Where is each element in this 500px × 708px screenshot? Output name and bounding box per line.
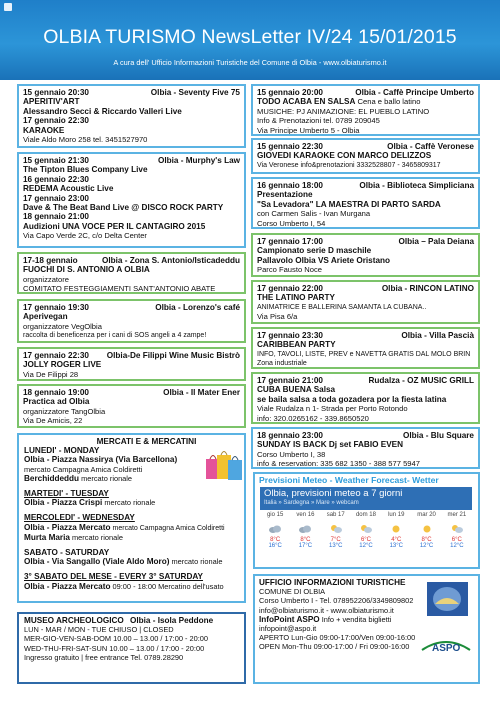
weather-title: Previsioni Meteo - Weather Forecast- Wetter [259, 475, 439, 485]
market-place: Olbia - Piazza Crispi [24, 498, 103, 508]
event-line: KARAOKE [23, 125, 65, 135]
partly-sunny-icon [359, 524, 373, 534]
weather-day [321, 512, 351, 549]
market-day: 3° SABATO DEL MESE - EVERY 3° SATURDAY [24, 572, 203, 582]
event-date: 17 gennaio 22:00 [257, 284, 323, 293]
event-date: 17 gennaio 23:30 [257, 331, 323, 340]
event-card-seventyfive [17, 84, 246, 148]
event-date: 15 gennaio 20:30 [23, 88, 89, 97]
event-address: Viale Aldo Moro 258 tel. 3451527970 [23, 135, 148, 145]
weather-temp-a: 8°C [300, 537, 311, 543]
event-line: Alessandro Secci & Riccardo Valleri Live [23, 106, 182, 116]
event-date: 17-18 gennaio [23, 256, 78, 265]
event-address: Via Capo Verde 2C, c/o Delta Center [23, 231, 147, 241]
market-place: Olbia - Piazza Nassiryа (Via Barcellona) [24, 455, 178, 465]
event-line: Audizioni UNA VOCE PER IL CANTAGIRO 2015 [23, 221, 206, 231]
weather-temp-a: 6°C [451, 537, 462, 543]
sun-icon [420, 524, 434, 534]
mercati-title: MERCATI E & MERCATINI [96, 437, 197, 446]
event-line: raccolta di beneficenza per i cani di SOS angeli a 4 zampe! [23, 332, 207, 340]
market-desc: mercato rionale [81, 473, 133, 483]
event-line: Dave & The Beat Band Live @ DISCO ROCK PARTY [23, 203, 224, 213]
event-title: Campionato serie D maschile [257, 246, 372, 256]
event-venue: Olbia - Blu Square [403, 431, 474, 440]
office-line: COMUNE DI OLBIA [259, 587, 326, 597]
event-title: Presentazione [257, 190, 313, 200]
weather-temp-a: 6°C [360, 537, 372, 543]
event-line: Pallavolo Olbia VS Ariete Oristano [257, 255, 391, 265]
event-venue: Olbia - Biblioteca Simpliciana [359, 181, 474, 190]
office-hours: APERTO Lun-Gio 09:00-17:00/Ven 09:00-16:00 [259, 633, 416, 643]
partly-sunny-icon [329, 524, 343, 534]
weather-day [260, 512, 290, 549]
office-line: Corso Umberto I - Tel. 078952206/3349809802 [259, 596, 414, 606]
header-banner [0, 0, 500, 80]
event-date: 16 gennaio 18:00 [257, 181, 323, 190]
museo-hours: WED-THU-FRI-SAT-SUN 10.00 – 13.00 / 17:00 - 20:00 [24, 643, 205, 653]
cloud-icon [298, 524, 312, 534]
event-venue: Olbia - Villa Pascià [401, 331, 474, 340]
event-venue: Olbia - Caffè Principe Umberto [355, 88, 474, 97]
event-address: Via Veronese info&prenotazioni 3332528807 - 3465809317 [257, 161, 441, 169]
event-card-paladeiana [251, 233, 480, 277]
shopping-bags-icon [204, 449, 246, 483]
weather-breadcrumb: Italia » Sardegna » Mare » webcam [264, 500, 359, 506]
weather-day [442, 512, 472, 549]
weather-temp-a: 8°C [270, 537, 281, 543]
partly-sunny-icon [450, 524, 464, 534]
museo-info: Ingresso gratuito | free entrance Tel. 0789.28290 [24, 652, 184, 662]
event-title: APERITIV'ART [23, 97, 80, 107]
market-day: LUNEDI' - MONDAY [24, 446, 100, 456]
market-desc: mercato Campagna Amica Coldiretti [24, 464, 143, 474]
event-address: Via De Filippi 28 [23, 369, 79, 379]
event-venue: Olbia - Zona S. Antonio/Isticadeddu [102, 256, 240, 265]
event-line: Info & Prenotazioni tel. 0789 209045 [257, 116, 380, 126]
weather-temp-a: 8°C [421, 537, 432, 543]
weather-temp-b: 12°C [419, 543, 434, 549]
event-title: The Tipton Blues Company Live [23, 165, 148, 175]
event-venue: Olbia-De Filippi Wine Music Bistrò [106, 351, 240, 360]
event-title: Aperivegan [23, 312, 68, 322]
event-card-santantonio [17, 252, 246, 294]
weather-temp-b: 12°C [450, 543, 464, 549]
event-line: COMITATO FESTEGGIAMENTI SANT'ANTONIO ABATE [23, 284, 216, 294]
event-venue: Olbia - Caffè Veronese [387, 142, 474, 151]
event-line: REDEMA Acoustic Live [23, 184, 114, 194]
event-date: 15 gennaio 21:30 [23, 156, 89, 165]
weather-temp-b: 17°C [298, 543, 313, 549]
museo-hours: LUN - MAR / MON - TUE CHIUSO | CLOSED [24, 625, 174, 635]
event-card-villapascia [251, 327, 480, 369]
event-venue: Olbia - Il Mater Ener [163, 388, 240, 397]
event-line: MUSICHE: PJ ANIMAZIONE: EL PUEBLO LATINO [257, 106, 430, 116]
weather-temp-a: 7°C [330, 537, 341, 543]
event-venue: Olbia - Seventy Five 75 [150, 88, 240, 97]
event-address: Zona industriale [257, 360, 307, 368]
event-date: 17 gennaio 21:00 [257, 376, 323, 385]
weather-day-label: mer 21 [447, 512, 467, 518]
event-venue: Olbia - Lorenzo's café [155, 303, 240, 312]
event-line: info & reservation: 335 682 1350 - 388 577 5947 [257, 459, 420, 469]
event-line: "Sa Levadora" LA MAESTRA DI PARTO SARDA [257, 199, 441, 209]
event-venue: Olbia - RINCON LATINO [381, 284, 474, 293]
market-day: MERCOLEDI' - WEDNESDAY [24, 513, 135, 523]
weather-header-bar [260, 487, 472, 510]
aspo-logo-text: ASPO [432, 643, 461, 654]
market-place: Olbia - Via Sangallo (Viale Aldo Moro) [24, 557, 170, 567]
weather-day-label: dom 18 [355, 512, 376, 518]
event-title: JOLLY ROGER LIVE [23, 360, 102, 370]
office-hours: OPEN Mon-Thu 09:00-17:00 / Fri 09:00-16:00 [259, 642, 410, 652]
weather-day-label: gio 15 [266, 512, 284, 518]
market-desc: mercato rionale [72, 532, 123, 542]
event-title: CARIBBEAN PARTY [257, 340, 336, 350]
weather-temp-b: 13°C [389, 543, 403, 549]
event-line: 17 gennaio 22:30 [23, 116, 89, 126]
event-date: 18 gennaio 23:00 [257, 431, 323, 440]
event-address: Corso Umberto I, 38 [257, 449, 326, 459]
museo-title: MUSEO ARCHEOLOGICO [24, 616, 124, 625]
event-line: se baila salsa a toda gozadera por la fiesta latina [257, 394, 447, 404]
event-title: Practica ad Olbia [23, 397, 90, 407]
market-desc: mercato rionale [104, 498, 156, 508]
event-line: Viale Rudalza n 1- Strada per Porto Rotondo [257, 404, 408, 414]
event-line: 16 gennaio 22:30 [23, 174, 89, 184]
event-line: 17 gennaio 23:00 [23, 193, 89, 203]
event-venue: Olbia - Murphy's Law [157, 156, 240, 165]
event-address: Parco Fausto Noce [257, 265, 322, 275]
event-line: info: 320.0265162 - 339.8650520 [257, 413, 369, 423]
market-desc: 09:00 - 18:00 Mercatino dell'usato [112, 581, 224, 591]
aspo-logo-icon [420, 636, 472, 654]
weather-day-label: mar 20 [417, 512, 436, 518]
weather-temp-b: 16°C [268, 543, 282, 549]
event-card-lorenzo [17, 299, 246, 343]
event-address: Corso Umberto I, 54 [257, 218, 326, 228]
weather-day [381, 512, 411, 549]
weather-day [411, 512, 441, 549]
event-line: organizzatore TangOlbia [23, 406, 106, 416]
event-card-defilippi [17, 347, 246, 381]
event-address: Via Principe Umberto 5 - Olbia [257, 125, 360, 135]
weather-day-label: ven 16 [296, 512, 315, 518]
office-infopoint: InfoPoint ASPO [259, 614, 320, 624]
event-card-veronese [251, 138, 480, 174]
museo-panel [17, 612, 246, 684]
weather-temp-a: 4°C [391, 537, 402, 543]
event-title: FUOCHI DI S. ANTONIO A OLBIA [23, 265, 150, 275]
event-line: organizzatore [23, 274, 70, 284]
event-title: SUNDAY IS BACK Dj set FABIO EVEN [257, 440, 404, 450]
event-card-mater [17, 384, 246, 428]
office-contact[interactable]: info@olbiaturismo.it - www.olbiaturismo.it [259, 605, 394, 615]
event-card-biblioteca [251, 177, 480, 229]
info-office-panel [253, 574, 480, 684]
office-line: Info + vendita biglietti [321, 614, 392, 624]
market-place: Olbia - Piazza Mercato [24, 522, 111, 532]
olbia-crest-icon [425, 580, 470, 618]
event-card-blusquare [251, 427, 480, 469]
event-date: 17 gennaio 19:30 [23, 303, 89, 312]
event-card-murphys [17, 152, 246, 248]
event-venue: Olbia – Pala Deiana [398, 237, 474, 246]
event-card-rincon [251, 280, 480, 324]
event-card-principe [251, 84, 480, 136]
weather-temp-b: 13°C [329, 543, 343, 549]
market-day: SABATO - SATURDAY [24, 548, 110, 558]
event-date: 15 gennaio 22:30 [257, 142, 323, 151]
event-date: 17 gennaio 22:30 [23, 351, 89, 360]
event-title: THE LATINO PARTY [257, 293, 335, 303]
office-email[interactable]: infopoint@aspo.it [259, 624, 317, 634]
event-title: CUBA BUENA Salsa [257, 385, 336, 395]
weather-bar-title: Olbia, previsioni meteo a 7 giorni [264, 488, 403, 499]
event-title: GIOVEDI KARAOKE CON MARCO DELIZZOS [257, 151, 432, 161]
mercati-panel [17, 433, 246, 603]
weather-day [351, 512, 381, 549]
event-line: ANIMATRICE E BALLERINA SAMANTA LA CUBANA.. [257, 303, 427, 311]
event-line: Cena e ballo latino [357, 97, 421, 107]
event-date: 15 gennaio 20:00 [257, 88, 323, 97]
market-place: Olbia - Piazza Mercato [24, 581, 111, 591]
page-subtitle: A cura dell' Ufficio Informazioni Turistiche del Comune di Olbia - www.olbiaturismo.it [113, 58, 387, 67]
market-place: Berchiddeddu [24, 473, 80, 483]
weather-temp-b: 12°C [359, 543, 373, 549]
event-line: con Carmen Salis - Ivan Murgana [257, 209, 371, 219]
weather-day-label: lun 19 [388, 512, 405, 518]
weather-widget [253, 472, 480, 569]
event-date: 17 gennaio 17:00 [257, 237, 323, 246]
event-title: TODO ACABA EN SALSA [257, 97, 356, 107]
sun-icon [389, 524, 403, 534]
market-desc: mercato rionale [171, 557, 223, 567]
weather-day [290, 512, 320, 549]
event-line: 18 gennaio 21:00 [23, 212, 89, 222]
office-title: UFFICIO INFORMAZIONI TURISTICHE [259, 578, 406, 587]
event-address: Via Pisa 6/a [257, 312, 298, 322]
event-venue: Rudalza - OZ MUSIC GRILL [368, 376, 474, 385]
page-title: OLBIA TURISMO NewsLetter IV/24 15/01/2015 [43, 26, 457, 48]
market-day: MARTEDI' - TUESDAY [24, 489, 109, 499]
museo-place: Olbia - Isola Peddone [129, 616, 214, 625]
logo-icon [4, 3, 12, 11]
event-line: organizzatore VegOlbia [23, 321, 102, 331]
event-card-ozmusic [251, 372, 480, 424]
market-place: Murta Maria [24, 532, 70, 542]
weather-day-label: sab 17 [326, 512, 345, 518]
cloud-icon [268, 524, 282, 534]
event-line: INFO, TAVOLI, LISTE, PREV e NAVETTA GRATIS DAL MOLO BRIN [257, 350, 471, 358]
event-address: Via De Amicis, 22 [23, 416, 83, 426]
museo-hours: MER-GIO-VEN-SAB-DOM 10.00 – 13.00 / 17:00 - 20:00 [24, 634, 209, 644]
market-desc: mercato Campagna Amica Coldiretti [112, 524, 225, 532]
weather-days [260, 512, 472, 549]
event-date: 18 gennaio 19:00 [23, 388, 89, 397]
